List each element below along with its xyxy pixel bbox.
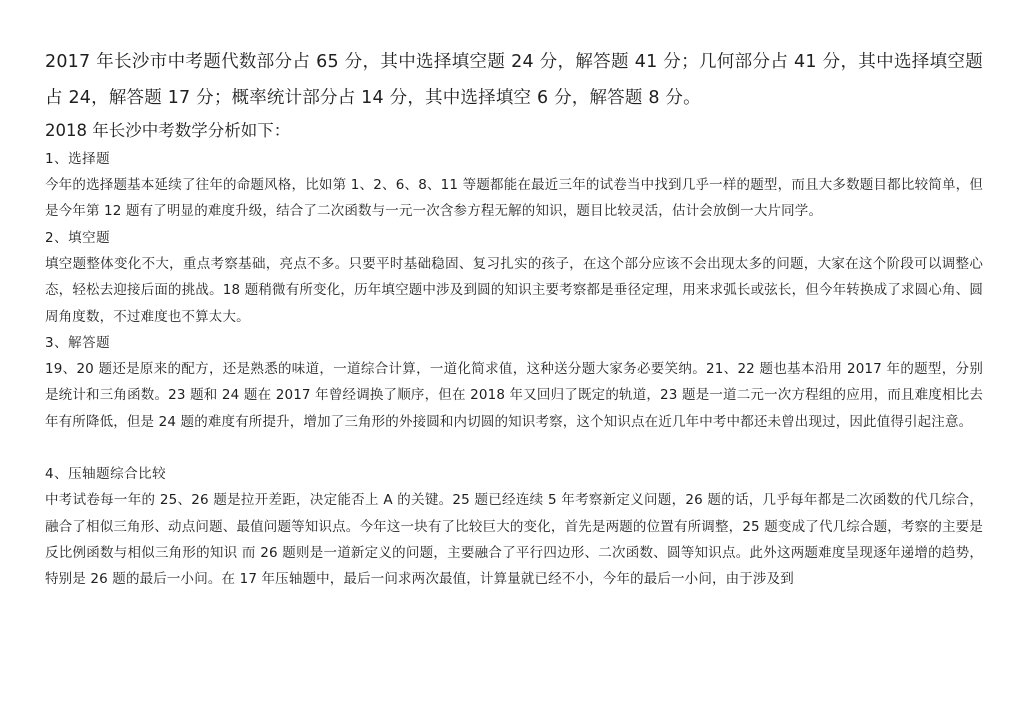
- intro-paragraph: 2017 年长沙市中考题代数部分占 65 分，其中选择填空题 24 分，解答题 41 分；几何部分占 41 分，其中选择填空题占 24，解答题 17 分；概率统计部分占 14 分，其中选择填空 6 分，解答题 8 分。: [45, 52, 983, 108]
- section-heading-final-questions: 4、压轴题综合比较: [45, 466, 167, 483]
- section-heading-choice: 1、选择题: [45, 151, 111, 167]
- section-body-choice: 今年的选择题基本延续了往年的命题风格，比如第 1、2、6、8、11 等题都能在最近三年的试卷当中找到几乎一样的题型，而且大多数题目都比较简单，但是今年第 12 题有了明显的难度升级，结合了二次函数与一元一次含参方程无解的知识，题目比较灵活，估计会放倒一大片同学。: [45, 177, 983, 220]
- section-body-final-questions: 中考试卷每一年的 25、26 题是拉开差距，决定能否上 A 的关键。25 题已经连续 5 年考察新定义问题，26 题的话，几乎每年都是二次函数的代几综合，融合了相似三角形、动点问题、最值问题等知识点。今年这一块有了比较巨大的变化，首先是两题的位置有所调整，25 题变成了代几综合题，考察的主要是反比例函数与相似三角形的知识 而 26 题则是一道新定义的问题，主要融合了平行四边形、二次函数、圆等知识点。此外这两题难度呈现逐年递增的趋势，特别是 26 题的最后一小问。在 17 年压轴题中，最后一问求两次最值，计算量就已经不小，今年的最后一小问，由于涉及到: [45, 492, 983, 588]
- section-heading-fill-blank: 2、填空题: [45, 229, 111, 246]
- section-body-answer: 19、20 题还是原来的配方，还是熟悉的味道，一道综合计算，一道化简求值，这种送分题大家务必要笑纳。21、22 题也基本沿用 2017 年的题型，分别是统计和三角函数。23 题和 24 题在 2017 年曾经调换了顺序，但在 2018 年又回归了既定的轨道，23 题是一道二元一次方程组的应用，而且难度相比去年有所降低，但是 24 题的难度有所提升，增加了三角形的外接圆和内切圆的知识考察，这个知识点在近几年中考中都还未曾出现过，因此值得引起注意。: [45, 361, 983, 430]
- section-heading-answer: 3、解答题: [45, 335, 111, 352]
- section-body-fill-blank: 填空题整体变化不大，重点考察基础，亮点不多。只要平时基础稳固、复习扎实的孩子，在这个部分应该不会出现太多的问题，大家在这个阶段可以调整心态，轻松去迎接后面的挑战。18 题稍微有所变化，历年填空题中涉及到圆的知识主要考察都是垂径定理，用来求弧长或弦长，但今年转换成了求圆心角、圆周角度数，不过难度也不算太大。: [45, 255, 983, 325]
- analysis-title: 2018 年长沙中考数学分析如下：: [45, 121, 291, 140]
- document-page: [45, 44, 983, 593]
- blank-line: [45, 435, 983, 461]
